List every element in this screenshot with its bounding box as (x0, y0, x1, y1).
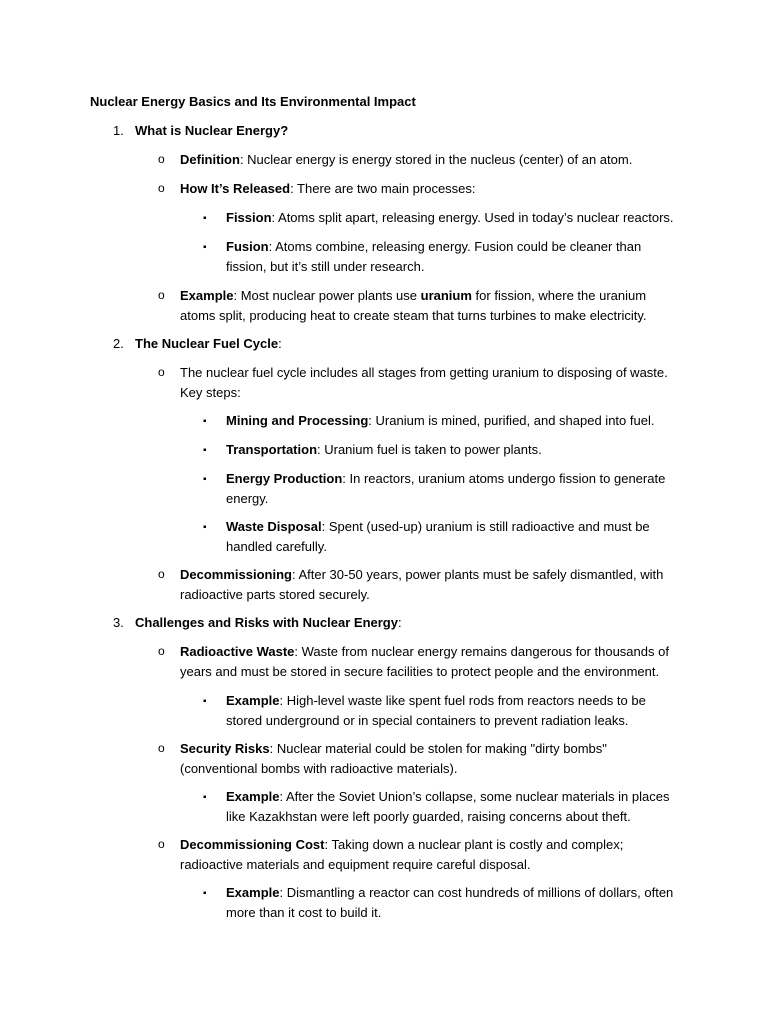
list-item: Example: Most nuclear power plants use uranium for fission, where the uranium atoms split, producing heat to create steam that turns turbines to make electricity. (180, 288, 647, 323)
bullet-marker: o (158, 644, 165, 658)
sub-bullet-marker: ▪ (203, 416, 207, 427)
document-title: Nuclear Energy Basics and Its Environmental Impact (90, 94, 416, 109)
sub-list-item: Transportation: Uranium fuel is taken to power plants. (226, 442, 542, 457)
bullet-marker: o (158, 837, 165, 851)
bullet-marker: o (158, 567, 165, 581)
sub-bullet-marker: ▪ (203, 445, 207, 456)
section-number: 3. (113, 615, 124, 630)
section-heading: The Nuclear Fuel Cycle: (135, 336, 282, 351)
sub-bullet-marker: ▪ (203, 888, 207, 899)
sub-bullet-marker: ▪ (203, 696, 207, 707)
sub-list-item: Fusion: Atoms combine, releasing energy. Fusion could be cleaner than fission, but it’s still under research. (226, 239, 642, 274)
list-item: Definition: Nuclear energy is energy stored in the nucleus (center) of an atom. (180, 152, 633, 167)
sub-list-item: Fission: Atoms split apart, releasing energy. Used in today’s nuclear reactors. (226, 210, 674, 225)
list-item: Radioactive Waste: Waste from nuclear energy remains dangerous for thousands of years and must be stored in secure facilities to protect people and the environment. (180, 644, 669, 679)
bullet-marker: o (158, 288, 165, 302)
bullet-marker: o (158, 152, 165, 166)
sub-bullet-marker: ▪ (203, 474, 207, 485)
sub-list-item: Example: After the Soviet Union’s collapse, some nuclear materials in places like Kazakhstan were left poorly guarded, raising concerns about theft. (226, 789, 670, 824)
sub-bullet-marker: ▪ (203, 522, 207, 533)
section-number: 1. (113, 123, 124, 138)
sub-list-item: Waste Disposal: Spent (used-up) uranium is still radioactive and must be handled carefully. (226, 519, 650, 554)
sub-list-item: Example: Dismantling a reactor can cost hundreds of millions of dollars, often more than it cost to build it. (226, 885, 674, 920)
sub-list-item: Energy Production: In reactors, uranium atoms undergo fission to generate energy. (226, 471, 666, 506)
sub-bullet-marker: ▪ (203, 242, 207, 253)
section-heading: Challenges and Risks with Nuclear Energy: (135, 615, 402, 630)
section-heading: What is Nuclear Energy? (135, 123, 289, 138)
sub-bullet-marker: ▪ (203, 792, 207, 803)
bullet-marker: o (158, 741, 165, 755)
sub-list-item: Mining and Processing: Uranium is mined, purified, and shaped into fuel. (226, 413, 655, 428)
list-item: Decommissioning: After 30-50 years, power plants must be safely dismantled, with radioactive parts stored securely. (180, 567, 664, 602)
sub-list-item: Example: High-level waste like spent fuel rods from reactors needs to be stored underground or in special containers to prevent radiation leaks. (226, 693, 646, 728)
list-item: Decommissioning Cost: Taking down a nuclear plant is costly and complex; radioactive materials and equipment require careful disposal. (180, 837, 624, 872)
bullet-marker: o (158, 181, 165, 195)
section-number: 2. (113, 336, 124, 351)
list-item: Security Risks: Nuclear material could be stolen for making "dirty bombs" (conventional bombs with radioactive materials). (180, 741, 607, 776)
list-item: How It’s Released: There are two main processes: (180, 181, 476, 196)
sub-bullet-marker: ▪ (203, 213, 207, 224)
list-item: The nuclear fuel cycle includes all stages from getting uranium to disposing of waste. Key steps: (180, 365, 668, 400)
bullet-marker: o (158, 365, 165, 379)
